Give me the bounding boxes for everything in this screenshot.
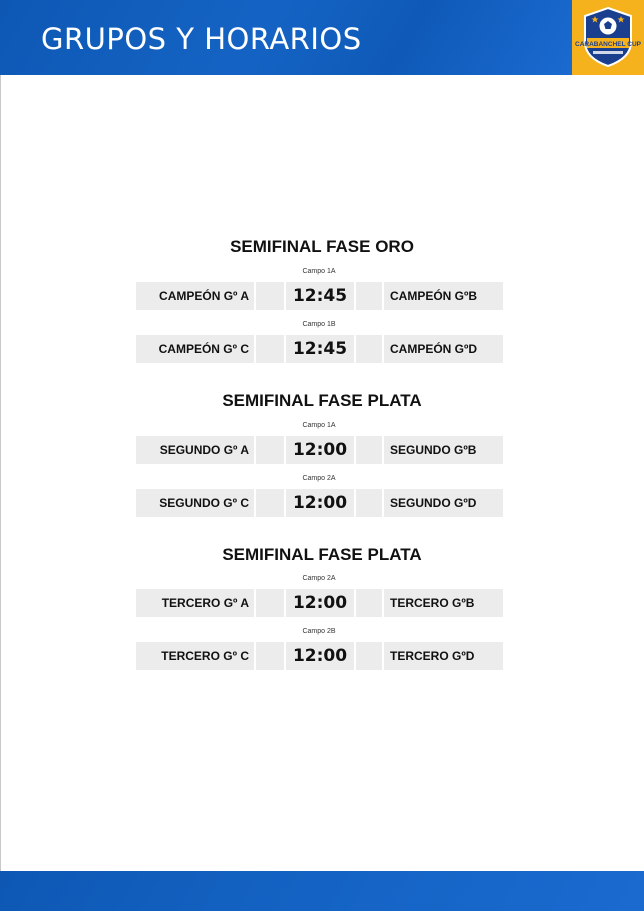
cell-spacer — [356, 642, 382, 670]
home-team: TERCERO Gº A — [136, 589, 254, 617]
cell-spacer — [256, 282, 284, 310]
away-team: CAMPEÓN GºB — [384, 282, 503, 310]
field-label: Campo 2B — [302, 628, 336, 635]
cell-spacer — [256, 335, 284, 363]
away-team: SEGUNDO GºB — [384, 436, 503, 464]
cell-spacer — [256, 436, 284, 464]
logo-text: CARABANCHEL CUP — [575, 41, 641, 48]
match-time: 12:45 — [286, 282, 354, 310]
home-team: TERCERO Gº C — [136, 642, 254, 670]
cell-spacer — [256, 489, 284, 517]
cell-spacer — [256, 642, 284, 670]
soccer-ball-crest-icon — [575, 6, 641, 68]
away-team: TERCERO GºB — [384, 589, 503, 617]
logo-badge — [572, 0, 644, 75]
away-team: SEGUNDO GºD — [384, 489, 503, 517]
field-label: Campo 1A — [302, 422, 336, 429]
header-banner — [0, 0, 572, 75]
match-time: 12:00 — [286, 589, 354, 617]
field-label: Campo 1A — [302, 268, 336, 275]
page-border — [0, 75, 1, 871]
field-label: Campo 2A — [302, 475, 336, 482]
section-title: SEMIFINAL FASE PLATA — [222, 545, 422, 564]
section-title: SEMIFINAL FASE PLATA — [222, 391, 422, 410]
cell-spacer — [356, 282, 382, 310]
cell-spacer — [356, 489, 382, 517]
field-label: Campo 2A — [302, 575, 336, 582]
match-time: 12:00 — [286, 436, 354, 464]
cell-spacer — [256, 589, 284, 617]
home-team: CAMPEÓN Gº A — [136, 282, 254, 310]
match-time: 12:00 — [286, 642, 354, 670]
match-time: 12:00 — [286, 489, 354, 517]
cell-spacer — [356, 335, 382, 363]
page-title: GRUPOS Y HORARIOS — [41, 22, 362, 56]
field-label: Campo 1B — [302, 321, 336, 328]
cell-spacer — [356, 589, 382, 617]
section-title: SEMIFINAL FASE ORO — [230, 237, 414, 256]
footer-banner — [0, 871, 644, 911]
home-team: CAMPEÓN Gº C — [136, 335, 254, 363]
home-team: SEGUNDO Gº C — [136, 489, 254, 517]
match-time: 12:45 — [286, 335, 354, 363]
cell-spacer — [356, 436, 382, 464]
away-team: CAMPEÓN GºD — [384, 335, 503, 363]
home-team: SEGUNDO Gº A — [136, 436, 254, 464]
away-team: TERCERO GºD — [384, 642, 503, 670]
